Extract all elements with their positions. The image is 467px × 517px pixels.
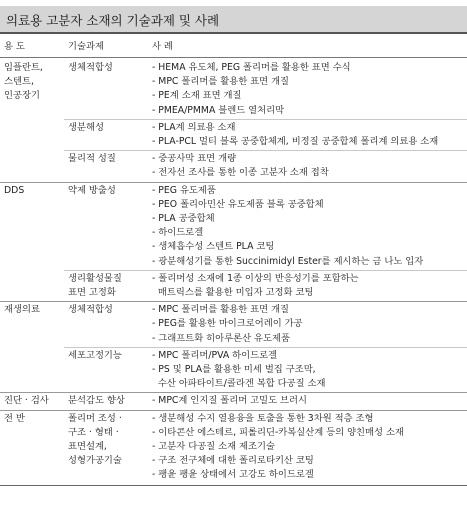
header-divider: [0, 57, 467, 58]
task-label: 표면 고정화: [68, 286, 116, 298]
task-label: 표면설계,: [68, 440, 107, 452]
task-cell: [68, 152, 146, 166]
header-task: 기술과제: [68, 41, 104, 52]
example-item: - 생분해성 수지 열용융을 토출을 통한 3차원 적층 조형: [152, 412, 374, 424]
example-item: - PEG를 활용한 마이크로어레이 가공: [152, 318, 303, 330]
task-divider: [64, 270, 467, 271]
use-label: 진단 · 검사: [4, 395, 49, 407]
use-cell: [4, 303, 60, 317]
document-title: 의료용 고분자 소재의 기술과제 및 사례: [6, 13, 220, 28]
task-label: 성형가공기술: [68, 455, 122, 467]
task-cell: [68, 61, 146, 75]
use-label: DDS: [4, 184, 25, 196]
title-divider: [0, 32, 467, 34]
example-item: - MPC 폴리머를 활용한 표면 개질: [152, 304, 290, 316]
example-item: - 폴리머성 소재에 1종 이상의 반응성기를 포함하는: [152, 272, 359, 284]
use-label: 전 반: [4, 412, 25, 424]
task-label: 폴리머 조성 ·: [68, 412, 122, 424]
use-cell: [4, 61, 60, 104]
group-divider: [0, 182, 467, 183]
use-cell: [4, 184, 60, 198]
task-cell: [68, 349, 146, 363]
task-divider: [64, 347, 467, 348]
task-label: 구조 · 형태 ·: [68, 426, 119, 438]
example-item: - HEMA 유도체, PEG 폴리머를 활용한 표면 수식: [152, 62, 351, 73]
example-item: - PEO 폴리아민산 유도제품 블록 공중합체: [152, 198, 324, 210]
use-label: 스텐트,: [4, 76, 34, 88]
example-item: - PLA 공중합체: [152, 212, 215, 224]
example-cell: [152, 349, 464, 392]
example-item: - PLA계 의료용 소재: [152, 121, 236, 133]
task-label: 생분해성: [68, 121, 104, 133]
example-item: - 하이드로겔: [152, 227, 204, 239]
example-item: - 생체흡수성 스텐트 PLA 코팅: [152, 241, 275, 253]
example-cell: [152, 303, 464, 346]
group-divider: [0, 410, 467, 411]
example-cell: [152, 412, 464, 483]
task-divider: [64, 150, 467, 151]
example-item: - 구조 전구체에 대한 폴리로타키산 코팅: [152, 455, 314, 467]
task-cell: [68, 412, 146, 469]
use-cell: [4, 412, 60, 426]
use-cell: [4, 394, 60, 408]
use-label: 임플란트,: [4, 62, 43, 73]
example-item: 수산 아파타이트/콜라겐 복합 다공질 소재: [152, 378, 326, 390]
group-divider: [0, 301, 467, 302]
group-divider: [0, 392, 467, 393]
task-label: 물리적 성질: [68, 153, 116, 165]
example-item: - MPC 폴리머/PVA 하이드로겔: [152, 349, 278, 361]
example-item: - 중공사막 표면 개량: [152, 153, 237, 165]
example-item: - 팽윤 팽윤 상태에서 고강도 하이드로겔: [152, 469, 314, 481]
task-cell: [68, 184, 146, 198]
example-item: - PLA-PCL 멀티 블록 공중합체계, 비정질 공중합체 폴리계 의료용 소재: [152, 135, 439, 147]
task-divider: [64, 119, 467, 120]
example-cell: [152, 61, 464, 118]
task-label: 생체적합성: [68, 62, 113, 73]
example-item: - MPC 폴리머를 활용한 표면 개질: [152, 76, 290, 88]
example-item: - PMEA/PMMA 블렌드 열처리막: [152, 104, 285, 116]
example-item: - PS 및 PLA를 활용한 미세 벌집 구조막,: [152, 363, 316, 375]
task-cell: [68, 272, 146, 300]
example-item: - 광분해성기를 통한 Succinimidyl Ester를 제시하는 금 나노 입자: [152, 255, 424, 267]
example-cell: [152, 272, 464, 300]
example-cell: [152, 152, 464, 180]
example-item: - PE계 소재 표면 개질: [152, 90, 242, 102]
example-item: - PEG 유도제품: [152, 184, 216, 196]
task-label: 약제 방출성: [68, 184, 116, 196]
task-label: 생체적합성: [68, 304, 113, 316]
task-cell: [68, 303, 146, 317]
example-item: - MPC계 인지질 폴리머 고밀도 브러시: [152, 395, 308, 407]
task-label: 생리활성물질: [68, 272, 122, 284]
example-item: - 고분자 다공질 소재 제조기술: [152, 440, 275, 452]
table-bottom-rule: [0, 485, 467, 486]
example-item: - 전자선 조사를 통한 이종 고분자 소재 접착: [152, 167, 329, 179]
example-item: 매트릭스를 활용한 미입자 고정화 코팅: [152, 286, 314, 298]
title-bar: [0, 6, 467, 32]
example-cell: [152, 184, 464, 269]
example-item: - 그래프트화 히아루론산 유도제품: [152, 332, 290, 344]
example-cell: [152, 121, 464, 149]
task-label: 분석감도 향상: [68, 395, 125, 407]
header-use: 용 도: [4, 41, 25, 52]
example-cell: [152, 394, 464, 408]
task-label: 세포고정기능: [68, 349, 122, 361]
task-cell: [68, 394, 146, 408]
use-label: 인공장기: [4, 90, 40, 102]
use-label: 재생의료: [4, 304, 40, 316]
task-cell: [68, 121, 146, 135]
example-item: - 이타콘산 에스테르, 피롤리딘-카복실산계 등의 양친매성 소재: [152, 426, 404, 438]
header-example: 사 례: [152, 41, 173, 52]
